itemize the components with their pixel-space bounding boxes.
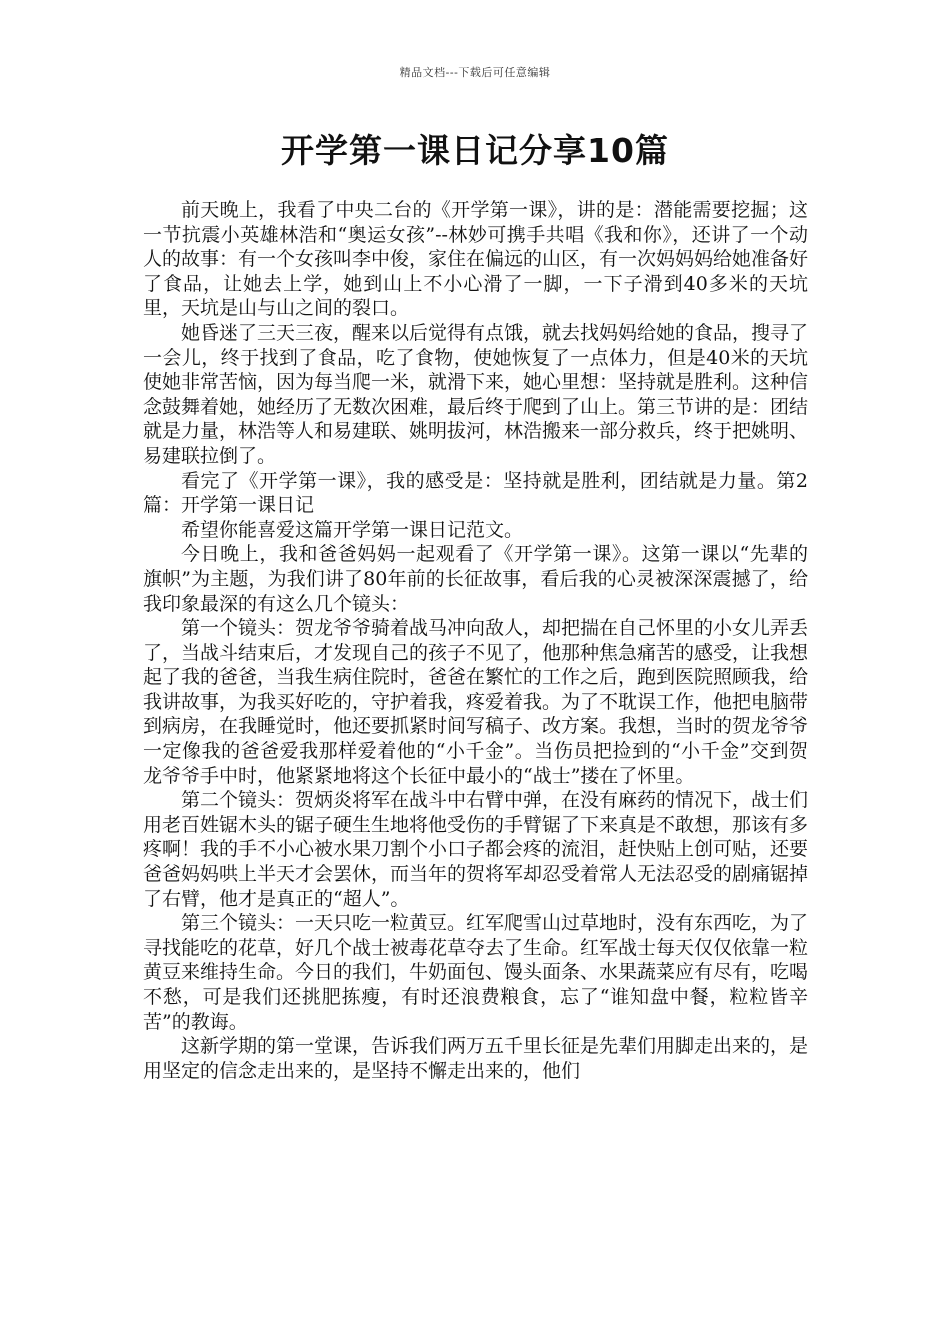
paragraph: 她昏迷了三天三夜，醒来以后觉得有点饿，就去找妈妈给她的食品，搜寻了一会儿，终于找到了食品，吃了食物，使她恢复了一点体力，但是40米的天坑使她非常苦恼，因为每当爬一米，就滑下来，她心里想：坚持就是胜利。这种信念鼓舞着她，她经历了无数次困难，最后终于爬到了山上。第三节讲的是：团结就是力量，林浩等人和易建联、姚明拔河，林浩搬来一部分救兵，终于把姚明、易建联拉倒了。 [143,321,809,467]
paragraph: 前天晚上，我看了中央二台的《开学第一课》，讲的是：潜能需要挖掘；这一节抗震小英雄林浩和“奥运女孩”--林妙可携手共唱《我和你》，还讲了一个动人的故事：有一个女孩叫李中俊，家住在偏远的山区，有一次妈妈妈给她准备好了食品，让她去上学，她到山上不小心滑了一脚，一下子滑到40多米的天坑里，天坑是山与山之间的裂口。 [143,199,809,320]
paragraph: 今日晚上，我和爸爸妈妈一起观看了《开学第一课》。这第一课以“先辈的旗帜”为主题，为我们讲了80年前的长征故事，看后我的心灵被深深震撼了，给我印象最深的有这么几个镜头： [143,543,808,615]
paragraph: 第二个镜头：贺炳炎将军在战斗中右臂中弹，在没有麻药的情况下，战士们用老百姓锯木头的锯子硬生生地将他受伤的手臂锯了下来真是不敢想，那该有多疼啊！我的手不小心被水果刀割个小口子都会疼的流泪，赶快贴上创可贴，还要爸爸妈妈哄上半天才会罢休，而当年的贺将军却忍受着常人无法忍受的剧痛锯掉了右臂，他才是真正的“超人”。 [143,789,809,910]
paragraph: 第三个镜头：一天只吃一粒黄豆。红军爬雪山过草地时，没有东西吃，为了寻找能吃的花草，好几个战士被毒花草夺去了生命。红军战士每天仅仅依靠一粒黄豆来维持生命。今日的我们，牛奶面包、馒头面条、水果蔬菜应有尽有，吃喝不愁，可是我们还挑肥拣瘦，有时还浪费粮食，忘了“谁知盘中餐，粒粒皆辛苦”的教诲。 [143,912,809,1033]
header-note: 精品文档---下载后可任意编辑 [399,66,551,79]
paragraph: 这新学期的第一堂课，告诉我们两万五千里长征是先辈们用脚走出来的，是用坚定的信念走出来的，是坚持不懈走出来的，他们 [143,1035,809,1082]
document-body [143,198,808,1083]
paragraph: 希望你能喜爱这篇开学第一课日记范文。 [181,518,524,541]
document-title: 开学第一课日记分享10篇 [281,131,669,170]
paragraph: 看完了《开学第一课》，我的感受是：坚持就是胜利，团结就是力量。第2篇：开学第一课日记 [143,469,808,517]
paragraph: 第一个镜头：贺龙爷爷骑着战马冲向敌人，却把揣在自己怀里的小女儿弄丢了，当战斗结束后，才发现自己的孩子不见了，他那种焦急痛苦的感受，让我想起了我的爸爸，当我生病住院时，爸爸在繁忙的工作之后，跑到医院照顾我，给我讲故事，为我买好吃的，守护着我，疼爱着我。为了不耽误工作，他把电脑带到病房，在我睡觉时，他还要抓紧时间写稿子、改方案。我想，当时的贺龙爷爷一定像我的爸爸爱我那样爱着他的“小千金”。当伤员把捡到的“小千金”交到贺龙爷爷手中时，他紧紧地将这个长征中最小的“战士”搂在了怀里。 [143,617,809,787]
